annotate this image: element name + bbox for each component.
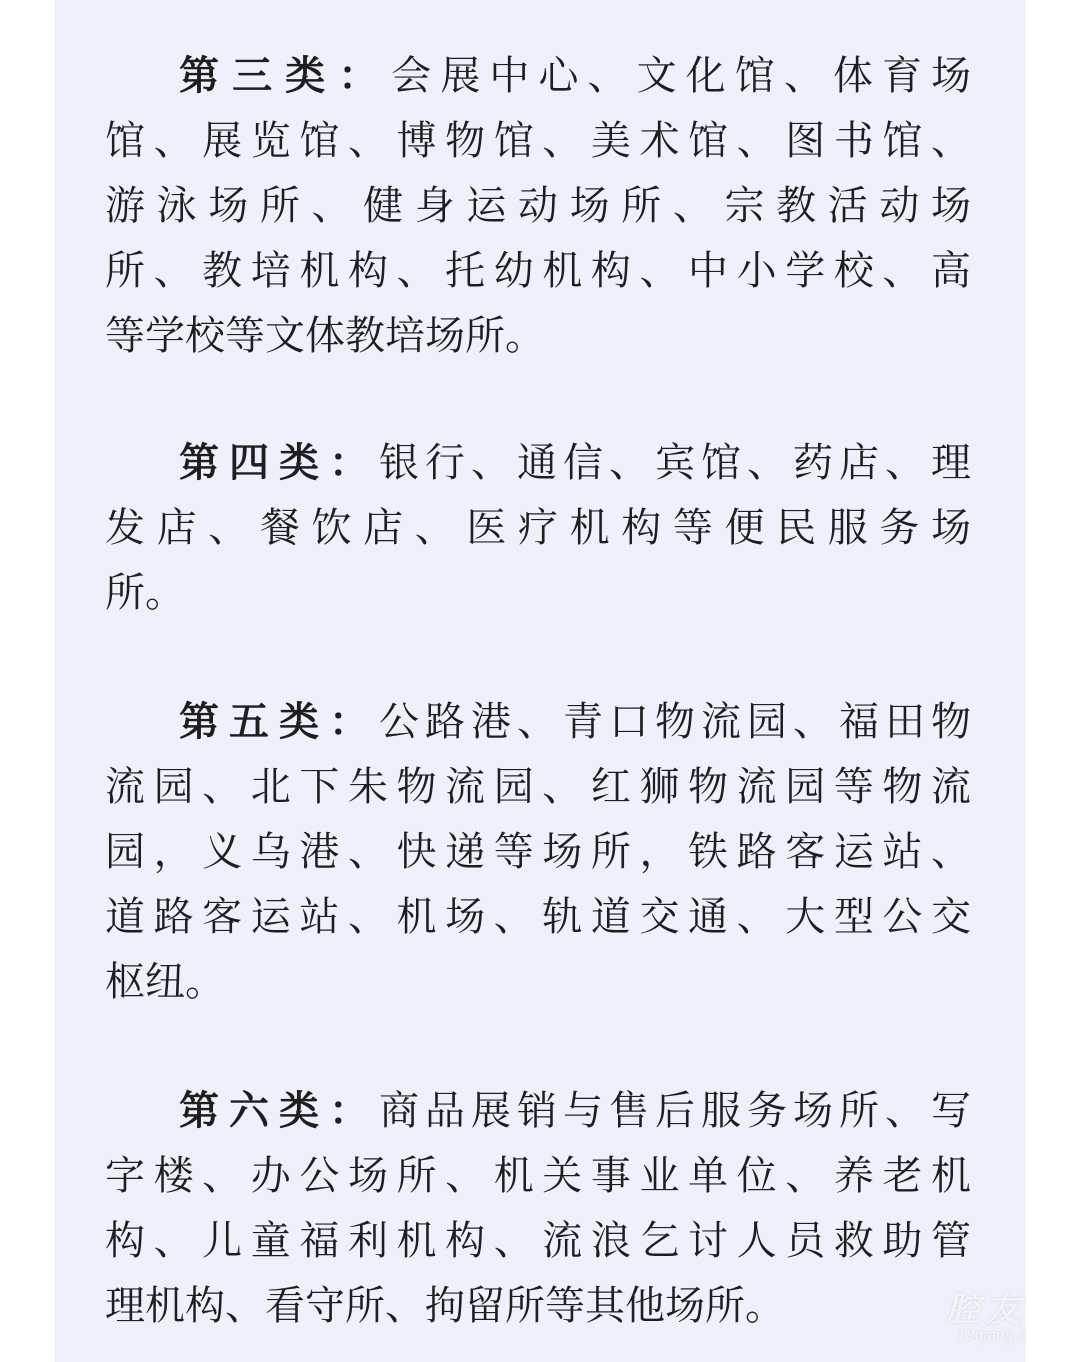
section-line bbox=[105, 1079, 971, 1144]
section-line-text: 公路港、青口物流园、福田物 bbox=[379, 699, 971, 745]
section-fifth-category bbox=[105, 690, 971, 1015]
section-line: 字楼、办公场所、机关事业单位、养老机 bbox=[105, 1153, 971, 1199]
section-line: 枢纽。 bbox=[105, 959, 225, 1005]
watermark-domain: 18qiang.c bbox=[956, 1328, 1026, 1344]
section-sixth-category bbox=[105, 1079, 971, 1339]
section-fourth-category bbox=[105, 431, 971, 626]
section-lead-label: 第三类： bbox=[179, 53, 392, 99]
section-line-text: 商品展销与售后服务场所、写 bbox=[379, 1088, 971, 1134]
section-line: 等学校等文体教培场所。 bbox=[105, 313, 545, 359]
section-line: 构、儿童福利机构、流浪乞讨人员救助管 bbox=[105, 1218, 971, 1264]
section-line: 所、教培机构、托幼机构、中小学校、高 bbox=[105, 248, 971, 294]
section-line: 理机构、看守所、拘留所等其他场所。 bbox=[105, 1283, 785, 1329]
section-line: 馆、展览馆、博物馆、美术馆、图书馆、 bbox=[105, 118, 971, 164]
section-line bbox=[105, 431, 971, 496]
section-lead-label: 第四类： bbox=[179, 440, 379, 486]
section-line-text: 会展中心、文化馆、体育场 bbox=[391, 53, 971, 99]
section-third-category bbox=[105, 44, 971, 369]
section-line bbox=[105, 44, 971, 109]
section-line: 流园、北下朱物流园、红狮物流园等物流 bbox=[105, 764, 971, 810]
watermark-logo bbox=[916, 1292, 1026, 1344]
section-line bbox=[105, 690, 971, 755]
section-line: 游泳场所、健身运动场所、宗教活动场 bbox=[105, 183, 971, 229]
watermark-text: 腔友 bbox=[946, 1290, 1026, 1330]
section-lead-label: 第五类： bbox=[179, 699, 379, 745]
section-line-text: 银行、通信、宾馆、药店、理 bbox=[379, 440, 971, 486]
section-line: 发店、餐饮店、医疗机构等便民服务场 bbox=[105, 505, 971, 551]
section-line: 园，义乌港、快递等场所，铁路客运站、 bbox=[105, 829, 971, 875]
section-lead-label: 第六类： bbox=[179, 1088, 379, 1134]
section-line: 所。 bbox=[105, 570, 185, 616]
section-line: 道路客运站、机场、轨道交通、大型公交 bbox=[105, 894, 971, 940]
